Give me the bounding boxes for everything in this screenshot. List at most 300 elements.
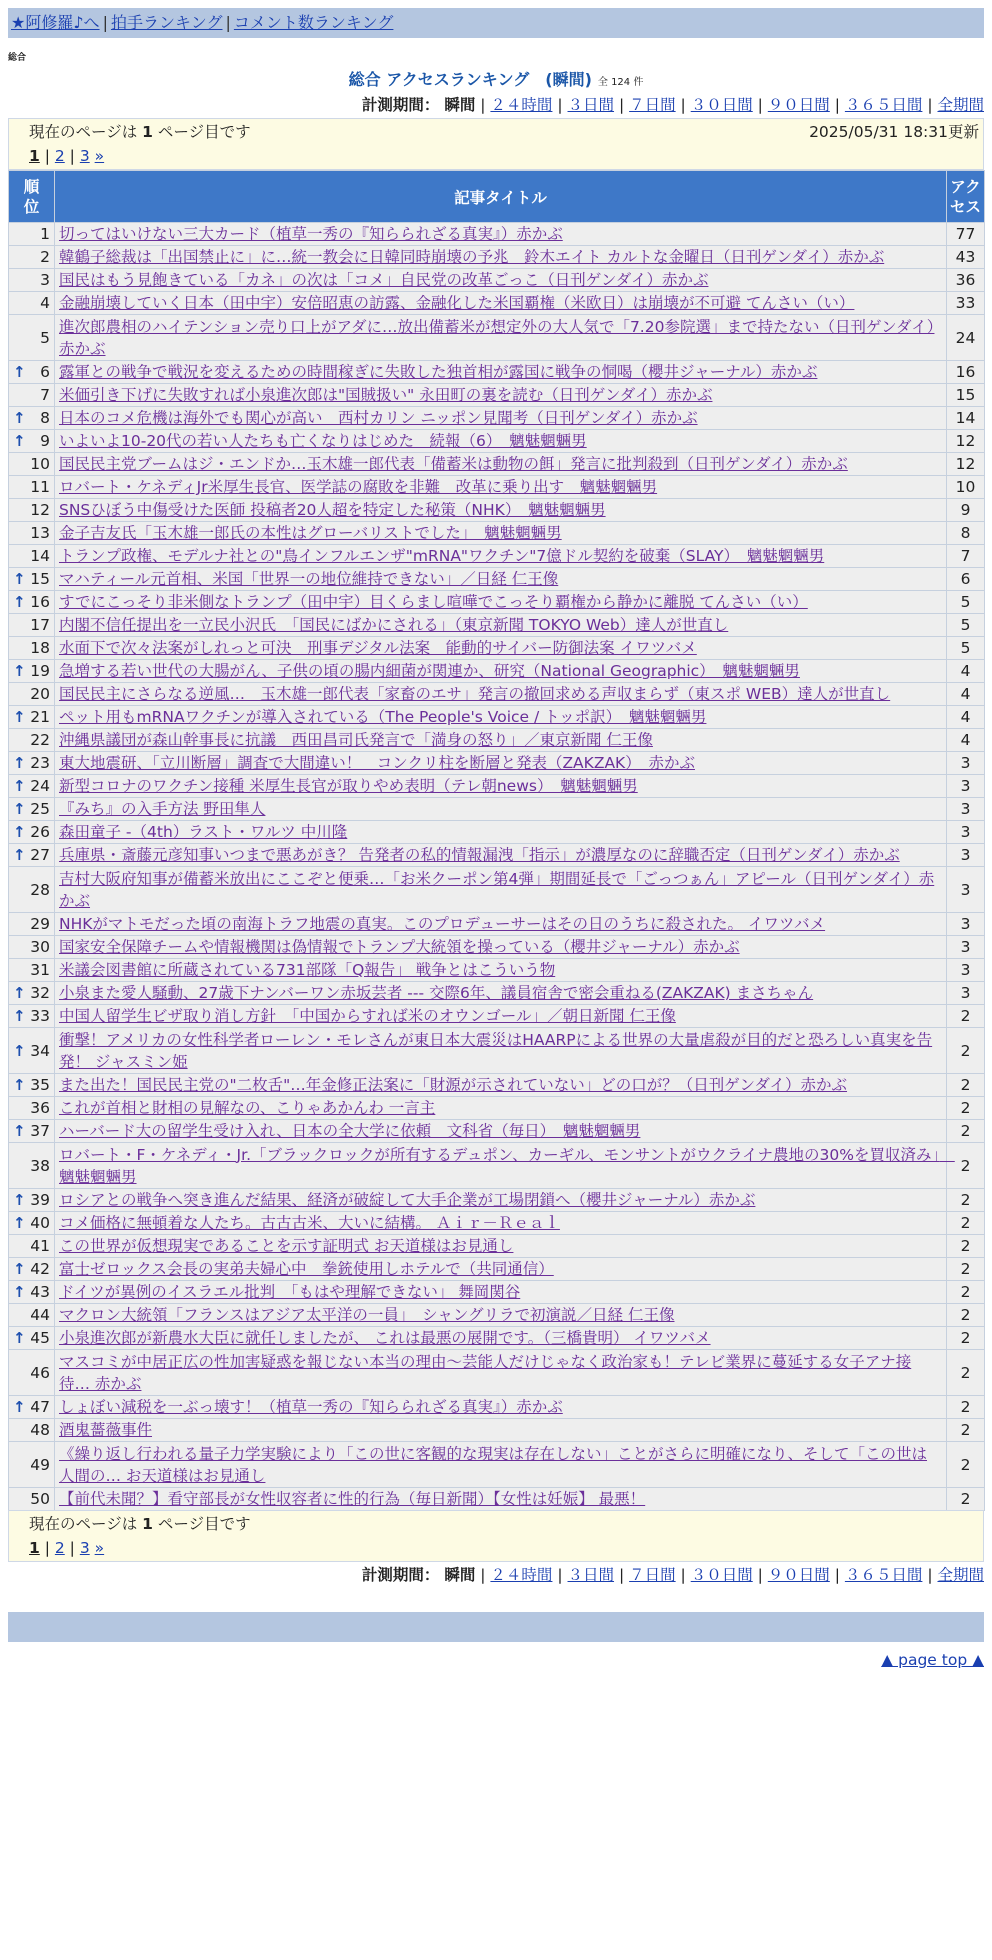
- article-link[interactable]: マハティール元首相、米国「世界一の地位維持できない」／日経 仁王像: [59, 570, 559, 588]
- table-row: [9, 798, 985, 821]
- rank-number: 40: [30, 1214, 50, 1232]
- table-row: [9, 821, 985, 844]
- rank-cell: [9, 936, 55, 959]
- rank-cell: [9, 798, 55, 821]
- pager-next-bottom[interactable]: »: [94, 1539, 105, 1557]
- rank-cell: [9, 1419, 55, 1442]
- article-link[interactable]: 国家安全保障チームや情報機関は偽情報でトランプ大統領を操っている（櫻井ジャーナル）赤かぶ: [59, 938, 740, 956]
- title-cell: [55, 821, 947, 844]
- article-link[interactable]: 【前代未聞？】看守部長が女性収容者に性的行為（毎日新聞）【女性は妊娠】 最悪！: [59, 1490, 646, 1508]
- article-link[interactable]: 韓鶴子総裁は「出国禁止に」に…統一教会に日韓同時崩壊の予兆 鈴木エイト カルトな金曜日（日刊ゲンダイ）赤かぶ: [59, 248, 885, 266]
- table-row: [9, 1212, 985, 1235]
- article-link[interactable]: すでにこっそり非米側なトランプ（田中宇）目くらまし喧嘩でこっそり覇権から静かに離脱 てんさい（い）: [59, 593, 808, 611]
- rank-number: 5: [40, 328, 50, 347]
- updated-time: 2025/05/31 18:31更新: [809, 123, 979, 141]
- rank-cell: [9, 1488, 55, 1511]
- rank-header: 順位: [9, 171, 55, 223]
- access-count: 4: [947, 729, 985, 752]
- access-count: 7: [947, 545, 985, 568]
- table-row: [9, 1005, 985, 1028]
- table-row: [9, 959, 985, 982]
- title-cell: [55, 1327, 947, 1350]
- table-row: [9, 1281, 985, 1304]
- access-count: 12: [947, 430, 985, 453]
- article-link[interactable]: 国民民主にさらなる逆風… 玉木雄一郎代表「家畜のエサ」発言の撤回求める声収まらず（東スポ WEB）達人が世直し: [59, 685, 891, 703]
- rank-up-icon: ↑: [13, 754, 26, 772]
- article-link[interactable]: NHKがマトモだった頃の南海トラフ地震の真実。このプロデューサーはその日のうちに殺された。 イワツバメ: [59, 915, 826, 933]
- table-row: [9, 1097, 985, 1120]
- rank-number: 14: [30, 547, 50, 565]
- article-link[interactable]: 『みち』の入手方法 野田隼人: [59, 800, 266, 818]
- rank-cell: [9, 1350, 55, 1396]
- period-30d[interactable]: ３０日間: [690, 96, 753, 114]
- article-link[interactable]: ハーバード大の留学生受け入れ、日本の全大学に依頼 文科省（毎日） 魑魅魍魎男: [59, 1122, 641, 1140]
- table-row: [9, 568, 985, 591]
- title-cell: [55, 982, 947, 1005]
- table-row: [9, 1258, 985, 1281]
- rank-cell: [9, 591, 55, 614]
- table-row: [9, 407, 985, 430]
- rank-number: 22: [30, 731, 50, 749]
- title-cell: [55, 1396, 947, 1419]
- article-link[interactable]: コメ価格に無頓着な人たち。古古古米、大いに結構。 Ａｉｒ－Ｒｅａｌ: [59, 1214, 560, 1232]
- article-link[interactable]: マスコミが中居正広の性加害疑惑を報じない本当の理由～芸能人だけじゃなく政治家も！テレビ業界に蔓延する女子アナ接待… 赤かぶ: [59, 1352, 912, 1393]
- title-cell: [55, 683, 947, 706]
- title-cell: [55, 1074, 947, 1097]
- rank-cell: [9, 637, 55, 660]
- rank-cell: [9, 522, 55, 545]
- clap-ranking-link[interactable]: 拍手ランキング: [110, 13, 223, 32]
- home-link[interactable]: ★阿修羅♪へ: [11, 13, 100, 32]
- rank-number: 11: [30, 478, 50, 496]
- article-link[interactable]: ドイツが異例のイスラエル批判 「もはや理解できない」 舞岡関谷: [59, 1283, 521, 1301]
- rank-cell: [9, 821, 55, 844]
- period-365d-bottom[interactable]: ３６５日間: [844, 1566, 923, 1584]
- article-link[interactable]: 中国人留学生ビザ取り消し方針 「中国からすれば米のオウンゴール」／朝日新聞 仁王像: [59, 1007, 676, 1025]
- access-count: 36: [947, 269, 985, 292]
- article-link[interactable]: 水面下で次々法案がしれっと可決 刑事デジタル法案 能動的サイバー防御法案 イワツバメ: [59, 639, 697, 657]
- rank-cell: [9, 1235, 55, 1258]
- table-row: [9, 1350, 985, 1396]
- page-top-row: [8, 1648, 984, 1672]
- article-link[interactable]: 日本のコメ危機は海外でも関心が高い 西村カリン ニッポン見聞考（日刊ゲンダイ）赤かぶ: [59, 409, 698, 427]
- title-cell: [55, 867, 947, 913]
- title-cell: [55, 1258, 947, 1281]
- rank-cell: [9, 959, 55, 982]
- rank-up-icon: ↑: [13, 777, 26, 795]
- article-link[interactable]: 露軍との戦争で戦況を変えるための時間稼ぎに失敗した独首相が露国に戦争の恫喝（櫻井ジャーナル）赤かぶ: [59, 363, 818, 381]
- rank-number: 17: [30, 616, 50, 634]
- rank-up-icon: ↑: [13, 1260, 26, 1278]
- article-link[interactable]: 《繰り返し行われる量子力学実験により「この世に客観的な現実は存在しない」ことがさらに明確になり、そして「この世は人間の… お天道様はお見通し: [59, 1444, 928, 1485]
- access-count: 3: [947, 982, 985, 1005]
- page-title-row: [8, 68, 984, 92]
- rank-cell: [9, 1120, 55, 1143]
- title-cell: [55, 591, 947, 614]
- table-row: [9, 384, 985, 407]
- pager-page-3[interactable]: 3: [79, 147, 90, 165]
- article-link[interactable]: 東大地震研、「立川断層」調査で大間違い！ コンクリ柱を断層と発表（ZAKZAK） 赤かぶ: [59, 754, 695, 772]
- rank-cell: [9, 1028, 55, 1074]
- rank-cell: [9, 1074, 55, 1097]
- rank-cell: [9, 614, 55, 637]
- pager-status-bottom: 現在のページは 1 ページ目です: [29, 1515, 251, 1533]
- rank-cell: [9, 453, 55, 476]
- rank-number: 37: [30, 1122, 50, 1140]
- article-link[interactable]: 米価引き下げに失敗すれば小泉進次郎は"国賊扱い" 永田町の裏を読む（日刊ゲンダイ）赤かぶ: [59, 386, 713, 404]
- title-cell: [55, 223, 947, 246]
- rank-number: 50: [30, 1490, 50, 1508]
- rank-cell: [9, 706, 55, 729]
- table-row: [9, 1120, 985, 1143]
- title-cell: [55, 775, 947, 798]
- access-count: 2: [947, 1488, 985, 1511]
- pager-page-3-bottom[interactable]: 3: [79, 1539, 90, 1557]
- access-count: 2: [947, 1189, 985, 1212]
- article-link[interactable]: 兵庫県・斎藤元彦知事いつまで悪あがき？ 告発者の私的情報漏洩「指示」が濃厚なのに辞職否定（日刊ゲンダイ）赤かぶ: [59, 846, 900, 864]
- access-count: 2: [947, 1304, 985, 1327]
- title-cell: [55, 269, 947, 292]
- period-all[interactable]: 全期間: [937, 96, 984, 114]
- rank-number: 9: [40, 432, 50, 450]
- pager-next[interactable]: »: [94, 147, 105, 165]
- rank-up-icon: ↑: [13, 432, 26, 450]
- rank-number: 23: [30, 754, 50, 772]
- pager-top: 現在のページは 1 ページ目です 2025/05/31 18:31更新 1 | 2 | 3 »: [8, 118, 984, 170]
- article-link[interactable]: トランプ政権、モデルナ社との"鳥インフルエンザ"mRNA"ワクチン"7億ドル契約を破棄（SLAY） 魑魅魍魎男: [59, 547, 825, 565]
- page-top-link[interactable]: ▲ page top ▲: [881, 1651, 984, 1669]
- rank-number: 48: [30, 1421, 50, 1439]
- rank-cell: [9, 1442, 55, 1488]
- rank-up-icon: ↑: [13, 1007, 26, 1025]
- article-link[interactable]: 急増する若い世代の大腸がん、子供の頃の腸内細菌が関連か、研究（National Geographic） 魑魅魍魎男: [59, 662, 800, 680]
- article-link[interactable]: これが首相と財相の見解なの、こりゃあかんわ 一言主: [59, 1099, 436, 1117]
- period-all-bottom[interactable]: 全期間: [937, 1566, 984, 1584]
- period-7d-bottom[interactable]: ７日間: [629, 1566, 676, 1584]
- rank-number: 2: [40, 248, 50, 266]
- title-cell: [55, 1097, 947, 1120]
- article-link[interactable]: 酒鬼薔薇事件: [59, 1421, 153, 1439]
- table-row: [9, 591, 985, 614]
- period-7d[interactable]: ７日間: [629, 96, 676, 114]
- title-cell: [55, 1281, 947, 1304]
- rank-number: 46: [30, 1363, 50, 1382]
- table-row: [9, 246, 985, 269]
- title-cell: [55, 1488, 947, 1511]
- rank-up-icon: ↑: [13, 1329, 26, 1347]
- access-count: 2: [947, 1028, 985, 1074]
- rank-number: 6: [40, 363, 50, 381]
- rank-number: 1: [40, 225, 50, 243]
- rank-up-icon: ↑: [13, 409, 26, 427]
- rank-up-icon: ↑: [13, 1191, 26, 1209]
- article-link[interactable]: ロシアとの戦争へ突き進んだ結果、経済が破綻して大手企業が工場閉鎖へ（櫻井ジャーナル）赤かぶ: [59, 1191, 756, 1209]
- period-365d[interactable]: ３６５日間: [844, 96, 923, 114]
- period-24h-bottom[interactable]: ２４時間: [490, 1566, 553, 1584]
- period-current-bottom: 瞬間: [444, 1566, 476, 1584]
- rank-up-icon: ↑: [13, 708, 26, 726]
- rank-cell: [9, 913, 55, 936]
- rank-number: 47: [30, 1398, 50, 1416]
- table-row: [9, 499, 985, 522]
- title-cell: [55, 614, 947, 637]
- title-cell: [55, 315, 947, 361]
- access-count: 77: [947, 223, 985, 246]
- article-link[interactable]: 吉村大阪府知事が備蓄米放出にここぞと便乗…「お米クーポン第4弾」期間延長で「ごっつぁん」アピール（日刊ゲンダイ）赤かぶ: [59, 869, 935, 910]
- table-row: [9, 982, 985, 1005]
- article-link[interactable]: 小泉進次郎が新農水大臣に就任しましたが、 これは最悪の展開です。（三橋貴明） イワツバメ: [59, 1329, 711, 1347]
- pager-current-page-bottom: 1: [29, 1539, 40, 1557]
- article-link[interactable]: 富士ゼロックス会長の実弟夫婦心中 拳銃使用しホテルで（共同通信）: [59, 1260, 554, 1278]
- rank-cell: [9, 729, 55, 752]
- article-link[interactable]: 金融崩壊していく日本（田中宇）安倍昭恵の訪露、金融化した米国覇権（米欧日）は崩壊が不可避 てんさい（い）: [59, 294, 855, 312]
- title-cell: [55, 1005, 947, 1028]
- title-cell: [55, 292, 947, 315]
- article-link[interactable]: ペット用もmRNAワクチンが導入されている（The People's Voice / トッポ訳） 魑魅魍魎男: [59, 708, 707, 726]
- rank-cell: [9, 1005, 55, 1028]
- rank-number: 33: [30, 1007, 50, 1025]
- title-cell: [55, 430, 947, 453]
- rank-cell: [9, 867, 55, 913]
- access-count: 3: [947, 867, 985, 913]
- title-cell: [55, 361, 947, 384]
- rank-up-icon: ↑: [13, 1122, 26, 1140]
- period-90d-bottom[interactable]: ９０日間: [767, 1566, 830, 1584]
- article-link[interactable]: 進次郎農相のハイテンション売り口上がアダに…放出備蓄米が想定外の大人気で「7.20参院選」まで持たない（日刊ゲンダイ）赤かぶ: [59, 317, 935, 358]
- rank-up-icon: ↑: [13, 1283, 26, 1301]
- access-count: 2: [947, 1442, 985, 1488]
- rank-number: 25: [30, 800, 50, 818]
- rank-cell: [9, 1327, 55, 1350]
- title-cell: [55, 637, 947, 660]
- access-count: 2: [947, 1396, 985, 1419]
- rank-number: 43: [30, 1283, 50, 1301]
- rank-up-icon: ↑: [13, 823, 26, 841]
- period-24h[interactable]: ２４時間: [490, 96, 553, 114]
- article-link[interactable]: この世界が仮想現実であることを示す証明式 お天道様はお見通し: [59, 1237, 514, 1255]
- rank-number: 26: [30, 823, 50, 841]
- access-count: 4: [947, 706, 985, 729]
- rank-number: 28: [30, 880, 50, 899]
- rank-number: 24: [30, 777, 50, 795]
- article-link[interactable]: しょぼい減税を一ぶっ壊す！（植草一秀の『知らられざる真実』）赤かぶ: [59, 1398, 563, 1416]
- rank-number: 35: [30, 1076, 50, 1094]
- table-row: [9, 752, 985, 775]
- rank-number: 12: [30, 501, 50, 519]
- rank-number: 31: [30, 961, 50, 979]
- title-cell: [55, 959, 947, 982]
- rank-cell: [9, 1097, 55, 1120]
- table-row: [9, 1074, 985, 1097]
- pager-page-2[interactable]: 2: [54, 147, 65, 165]
- access-count: 5: [947, 591, 985, 614]
- title-cell: [55, 476, 947, 499]
- period-90d[interactable]: ９０日間: [767, 96, 830, 114]
- access-count: 2: [947, 1350, 985, 1396]
- access-count: 4: [947, 683, 985, 706]
- article-link[interactable]: 国民はもう見飽きている「カネ」の次は「コメ」自民党の改革ごっこ（日刊ゲンダイ）赤かぶ: [59, 271, 709, 289]
- rank-number: 30: [30, 938, 50, 956]
- article-link[interactable]: ロバート・F・ケネディ・Jr.「ブラックロックが所有するデュポン、カーギル、モンサントがウクライナ農地の30%を買収済み」 魑魅魍魎男: [59, 1145, 955, 1186]
- title-header: 記事タイトル: [55, 171, 947, 223]
- table-row: [9, 476, 985, 499]
- rank-cell: [9, 315, 55, 361]
- access-header: アクセス: [947, 171, 985, 223]
- access-count: 3: [947, 775, 985, 798]
- rank-cell: [9, 1212, 55, 1235]
- table-row: [9, 522, 985, 545]
- rank-number: 42: [30, 1260, 50, 1278]
- article-link[interactable]: 沖縄県議団が森山幹事長に抗議 西田昌司氏発言で「満身の怒り」／東京新聞 仁王像: [59, 731, 653, 749]
- access-count: 2: [947, 1258, 985, 1281]
- pager-bottom: 現在のページは 1 ページ目です 1 | 2 | 3 »: [8, 1510, 984, 1562]
- total-count: 全 124 件: [597, 77, 644, 88]
- table-row: [9, 430, 985, 453]
- comment-ranking-link[interactable]: コメント数ランキング: [233, 13, 394, 32]
- rank-number: 21: [30, 708, 50, 726]
- access-count: 9: [947, 499, 985, 522]
- table-row: [9, 683, 985, 706]
- access-count: 2: [947, 1005, 985, 1028]
- rank-number: 16: [30, 593, 50, 611]
- article-link[interactable]: 米議会図書館に所蔵されている731部隊「Q報告」 戦争とはこういう物: [59, 961, 556, 979]
- title-cell: [55, 453, 947, 476]
- title-cell: [55, 1120, 947, 1143]
- table-row: [9, 1488, 985, 1511]
- table-row: [9, 1189, 985, 1212]
- rank-cell: [9, 407, 55, 430]
- title-cell: [55, 1143, 955, 1189]
- access-count: 3: [947, 752, 985, 775]
- title-cell: [55, 522, 947, 545]
- rank-cell: [9, 568, 55, 591]
- article-link[interactable]: 小泉また愛人騒動、27歳下ナンバーワン赤坂芸者 --- 交際6年、議員宿舎で密会重ねる(ZAKZAK) まさちゃん: [59, 984, 814, 1002]
- top-nav: ★阿修羅♪へ | 拍手ランキング | コメント数ランキング: [8, 8, 984, 38]
- rank-up-icon: ↑: [13, 662, 26, 680]
- access-count: 5: [947, 637, 985, 660]
- table-row: [9, 936, 985, 959]
- rank-number: 32: [30, 984, 50, 1002]
- table-row: [9, 1028, 985, 1074]
- rank-cell: [9, 1258, 55, 1281]
- access-count: 2: [947, 1327, 985, 1350]
- period-current: 瞬間: [444, 96, 476, 114]
- pager-page-2-bottom[interactable]: 2: [54, 1539, 65, 1557]
- category-label: 総合: [8, 53, 27, 63]
- rank-up-icon: ↑: [13, 570, 26, 588]
- access-count: 8: [947, 522, 985, 545]
- rank-cell: [9, 292, 55, 315]
- article-link[interactable]: 衝撃！アメリカの女性科学者ローレン・モレさんが東日本大震災はHAARPによる世界の大量虐殺が目的だと恐ろしい真実を告発！ ジャスミン姫: [59, 1030, 933, 1071]
- rank-cell: [9, 660, 55, 683]
- article-link[interactable]: 金子吉友氏「玉木雄一郎氏の本性はグローバリストでした」 魑魅魍魎男: [59, 524, 562, 542]
- table-row: [9, 292, 985, 315]
- rank-cell: [9, 982, 55, 1005]
- period-label: 計測期間：: [361, 96, 440, 114]
- rank-cell: [9, 752, 55, 775]
- table-row: [9, 637, 985, 660]
- title-cell: [55, 936, 947, 959]
- title-cell: [55, 384, 947, 407]
- access-count: 5: [947, 614, 985, 637]
- access-count: 3: [947, 844, 985, 867]
- access-count: 3: [947, 959, 985, 982]
- rank-cell: [9, 775, 55, 798]
- rank-up-icon: ↑: [13, 846, 26, 864]
- table-row: [9, 614, 985, 637]
- table-row: [9, 545, 985, 568]
- access-count: 33: [947, 292, 985, 315]
- article-link[interactable]: 内閣不信任提出を一立民小沢氏 「国民にばかにされる」（東京新聞 TOKYO Web）達人が世直し: [59, 616, 729, 634]
- title-cell: [55, 844, 947, 867]
- article-link[interactable]: 切ってはいけない三大カード（植草一秀の『知らられざる真実』）赤かぶ: [59, 225, 563, 243]
- table-row: [9, 453, 985, 476]
- access-count: 10: [947, 476, 985, 499]
- access-count: 2: [947, 1097, 985, 1120]
- rank-cell: [9, 269, 55, 292]
- access-count: 15: [947, 384, 985, 407]
- article-link[interactable]: ロバート・ケネディJr米厚生長官、医学誌の腐敗を非難 改革に乗り出す 魑魅魍魎男: [59, 478, 658, 496]
- rank-number: 34: [30, 1041, 50, 1060]
- period-selector-bottom: 計測期間： 瞬間 | ２４時間 | ３日間 | ７日間 | ３０日間 | ９０日間 | ３６５日間 | 全期間: [361, 1566, 984, 1584]
- table-row: [9, 660, 985, 683]
- title-cell: [55, 1235, 947, 1258]
- rank-number: 38: [30, 1156, 50, 1175]
- rank-up-icon: ↑: [13, 1214, 26, 1232]
- article-link[interactable]: 国民民主党ブームはジ・エンドか…玉木雄一郎代表「備蓄米は動物の餌」発言に批判殺到（日刊ゲンダイ）赤かぶ: [59, 455, 848, 473]
- rank-cell: [9, 499, 55, 522]
- ranking-table: [8, 170, 985, 1511]
- article-link[interactable]: いよいよ10-20代の若い人たちも亡くなりはじめた 続報（6） 魑魅魍魎男: [59, 432, 587, 450]
- article-link[interactable]: 新型コロナのワクチン接種 米厚生長官が取りやめ表明（テレ朝news） 魑魅魍魎男: [59, 777, 638, 795]
- rank-number: 10: [30, 455, 50, 473]
- title-cell: [55, 545, 947, 568]
- period-3d[interactable]: ３日間: [567, 96, 615, 114]
- article-link[interactable]: 森田童子 -（4th）ラスト・ワルツ 中川隆: [59, 823, 348, 841]
- table-row: [9, 775, 985, 798]
- access-count: 14: [947, 407, 985, 430]
- rank-number: 44: [30, 1306, 50, 1324]
- rank-cell: [9, 1281, 55, 1304]
- article-link[interactable]: また出た！国民民主党の"二枚舌"…年金修正法案に「財源が示されていない」どの口が？（日刊ゲンダイ）赤かぶ: [59, 1076, 848, 1094]
- page-title: 総合 アクセスランキング (瞬間): [348, 70, 592, 89]
- period-3d-bottom[interactable]: ３日間: [567, 1566, 615, 1584]
- table-row: [9, 1304, 985, 1327]
- rank-cell: [9, 1304, 55, 1327]
- period-30d-bottom[interactable]: ３０日間: [690, 1566, 753, 1584]
- rank-cell: [9, 683, 55, 706]
- rank-number: 18: [30, 639, 50, 657]
- rank-cell: [9, 430, 55, 453]
- rank-number: 29: [30, 915, 50, 933]
- article-link[interactable]: SNSひぼう中傷受けた医師 投稿者20人超を特定した秘策（NHK） 魑魅魍魎男: [59, 501, 606, 519]
- table-row: [9, 223, 985, 246]
- access-count: 2: [947, 1235, 985, 1258]
- access-count: 6: [947, 568, 985, 591]
- article-link[interactable]: マクロン大統領「フランスはアジア太平洋の一員」 シャングリラで初演説／日経 仁王像: [59, 1306, 675, 1324]
- access-count: 3: [947, 798, 985, 821]
- rank-up-icon: ↑: [13, 1041, 26, 1060]
- table-row: [9, 913, 985, 936]
- pager-current-page: 1: [29, 147, 40, 165]
- rank-number: 15: [30, 570, 50, 588]
- rank-number: 13: [30, 524, 50, 542]
- access-count: 12: [947, 453, 985, 476]
- table-row: [9, 269, 985, 292]
- access-count: 2: [947, 1143, 985, 1189]
- rank-up-icon: ↑: [13, 1398, 26, 1416]
- title-cell: [55, 1189, 947, 1212]
